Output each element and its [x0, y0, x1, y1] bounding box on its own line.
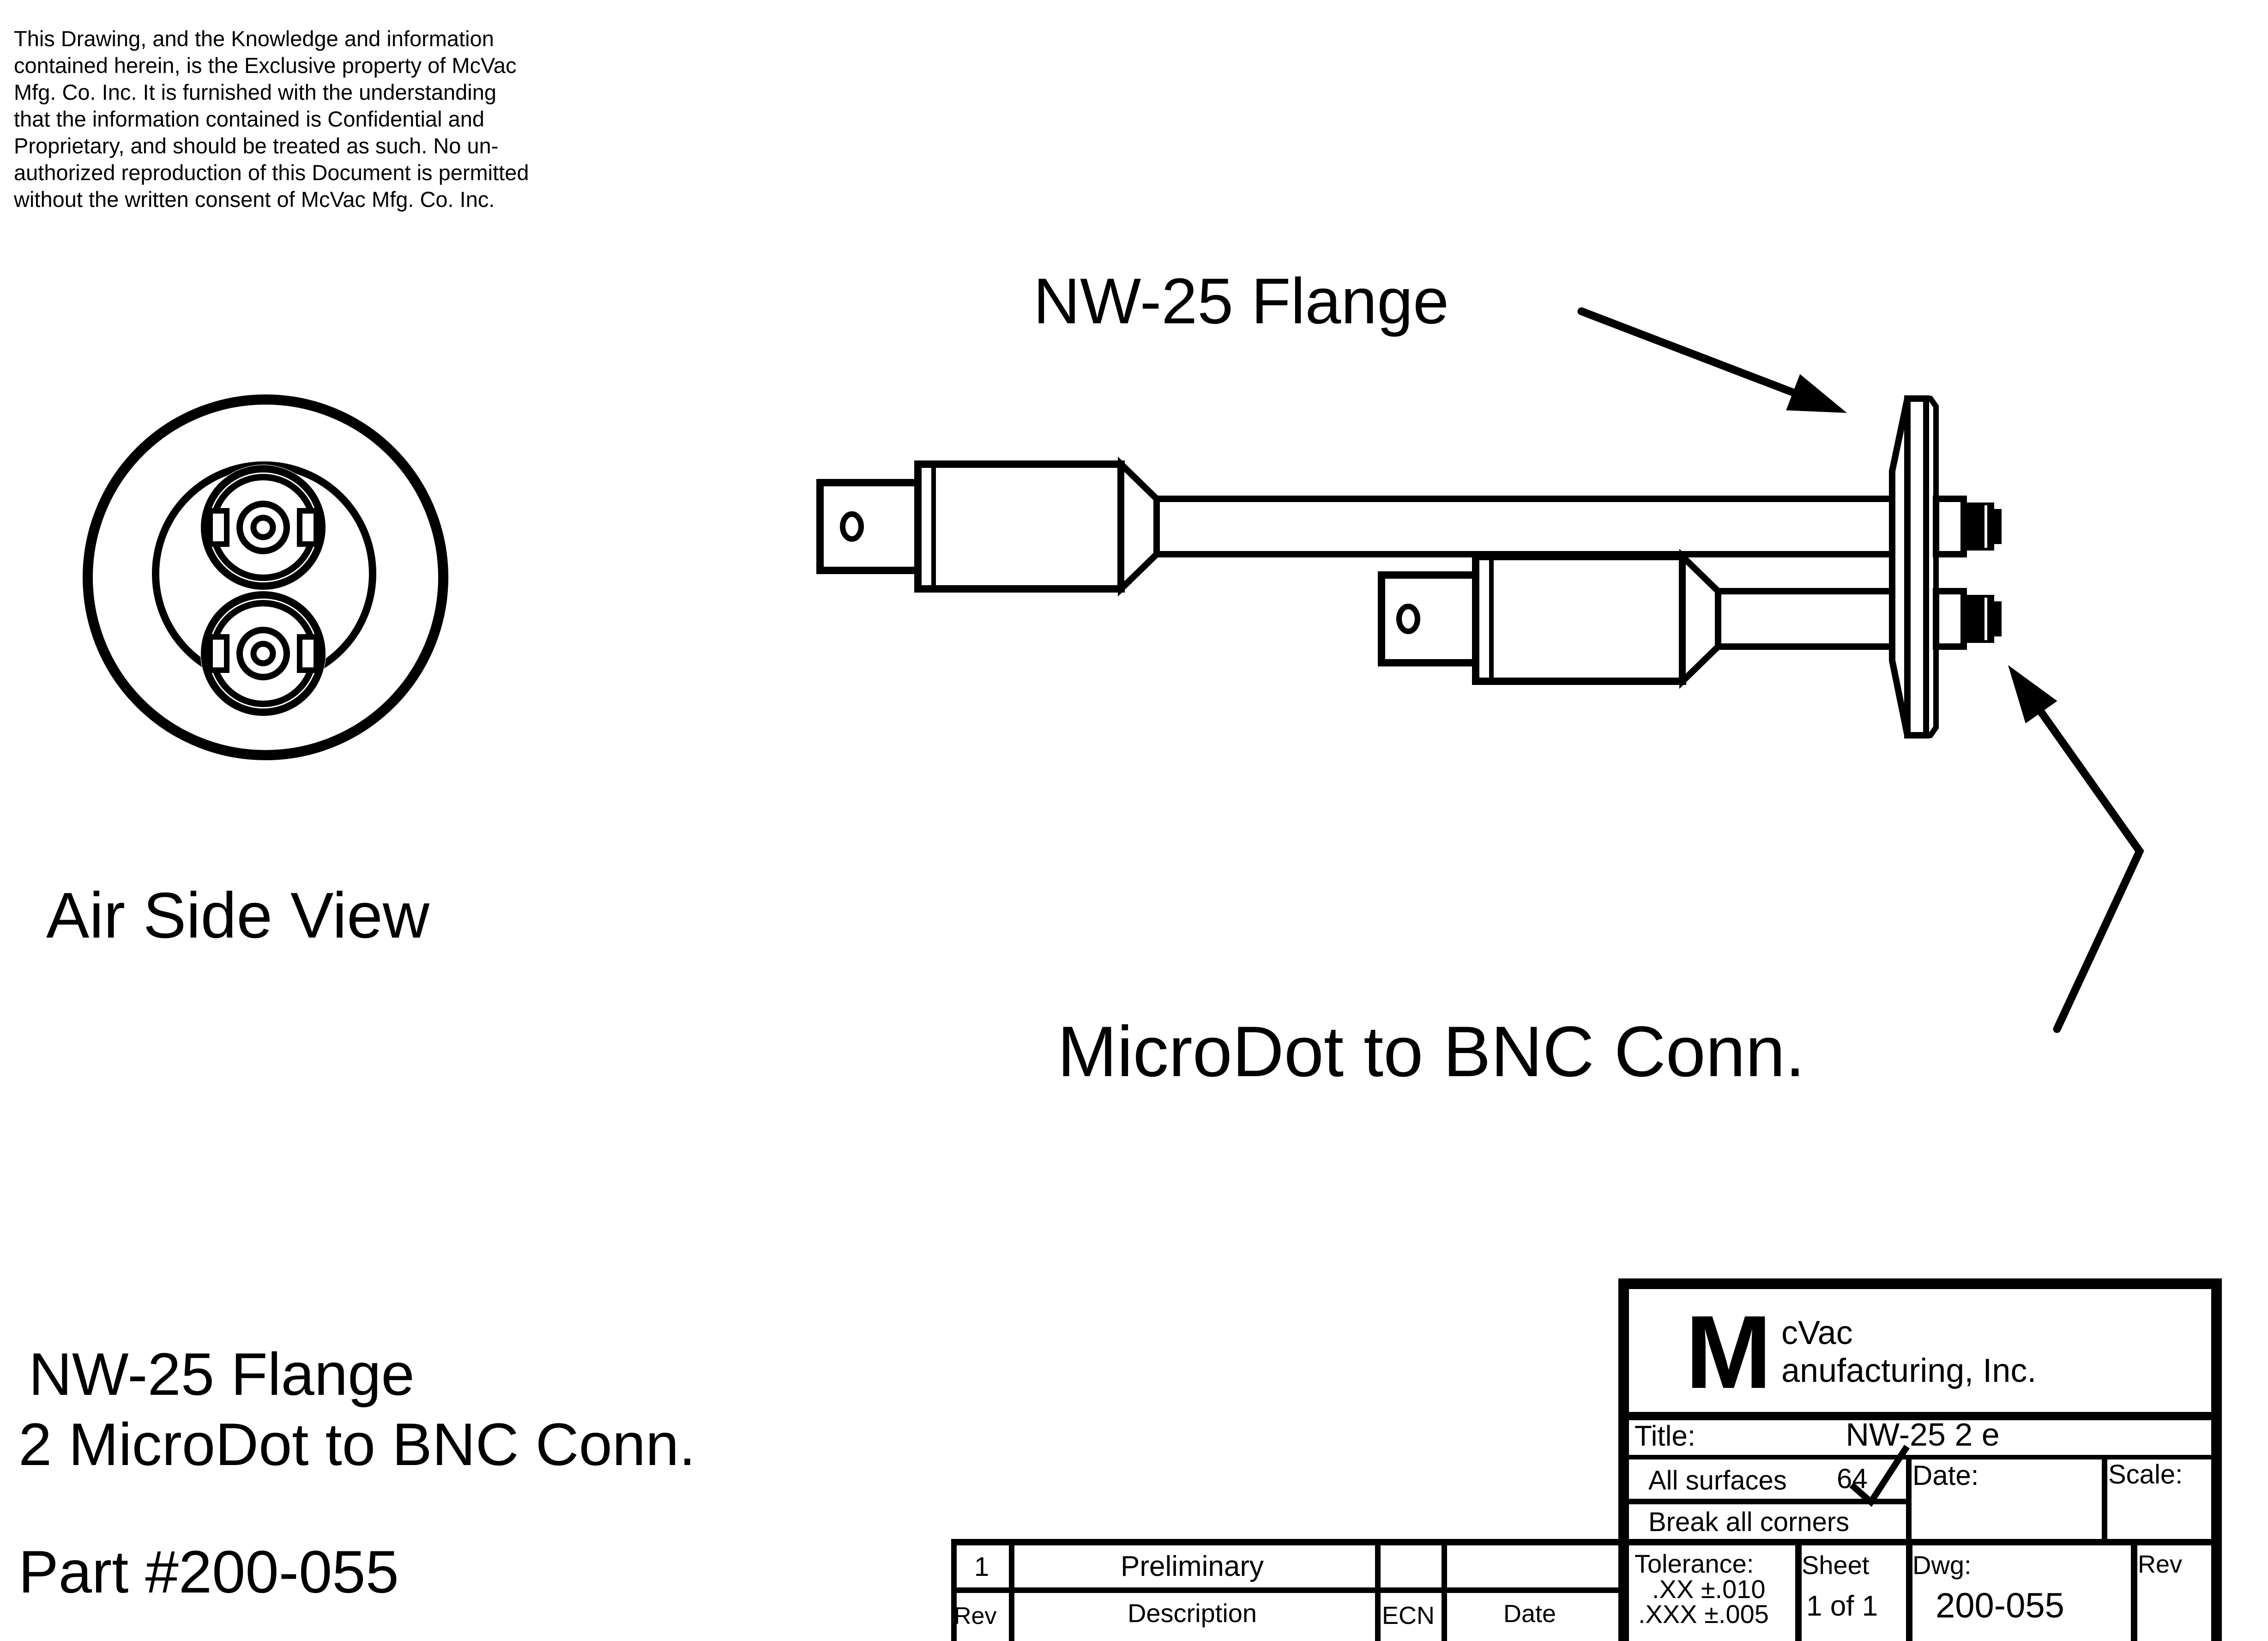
tolerance-label: Tolerance:	[1635, 1549, 1754, 1578]
bottom-vline-1	[1795, 1545, 1802, 1641]
rev-table-vline	[1442, 1539, 1447, 1641]
surface-finish-value: 64	[1837, 1463, 1868, 1494]
feedthrough-tip	[1994, 601, 2002, 636]
logo-line1: cVac	[1781, 1314, 1853, 1351]
date-label: Date:	[1912, 1460, 1979, 1491]
bottom-vline-3	[2131, 1545, 2137, 1641]
part-title-block	[18, 1340, 696, 1605]
surface-note: All surfaces	[1648, 1465, 1787, 1496]
dwg-value: 200-055	[1936, 1586, 2064, 1625]
feedthrough-tube	[1718, 591, 1892, 647]
tolerance-xxx: .XXX ±.005	[1638, 1599, 1769, 1629]
rev-table-row-divider	[951, 1587, 1620, 1593]
logo-initial: M	[1685, 1294, 1772, 1410]
side-view-drawing	[820, 399, 2002, 735]
bnc-assembly-lower	[1381, 557, 1892, 681]
microdot-feedthrough-lower	[1936, 591, 2002, 647]
disclaimer-line: authorized reproduction of this Document is permitted	[14, 160, 529, 185]
flange-pointer-label: NW-25 Flange	[1033, 265, 1449, 337]
flange-disc	[1907, 399, 1926, 735]
feedthrough-collar	[1936, 499, 1964, 554]
leader-line	[2040, 710, 2140, 1029]
bnc-bayonet-tab-left	[210, 637, 227, 670]
rev-table-vline	[1009, 1539, 1014, 1641]
bnc-plug-hole	[1399, 606, 1418, 631]
arrowhead	[1992, 654, 2057, 724]
feedthrough-tube	[1157, 499, 1892, 554]
bnc-body	[1476, 557, 1683, 681]
disclaimer-line: This Drawing, and the Knowledge and information	[14, 26, 494, 51]
tolerance-xx: .XX ±.010	[1652, 1574, 1766, 1604]
flange-lip	[1926, 399, 1936, 735]
bnc-bayonet-tab-right	[300, 637, 316, 670]
disclaimer-block	[13, 26, 529, 212]
feedthrough-stud	[1964, 503, 1994, 551]
leader-line	[1581, 311, 1803, 396]
bnc-taper	[1121, 464, 1157, 589]
disclaimer-line: Mfg. Co. Inc. It is furnished with the understanding	[14, 80, 496, 104]
flange-side-view	[1892, 399, 1936, 735]
dwg-label: Dwg:	[1912, 1550, 1972, 1580]
title-block-border-left	[1618, 1278, 1629, 1641]
logo-line2: anufacturing, Inc.	[1781, 1352, 2037, 1389]
feedthrough-collar	[1936, 591, 1964, 647]
microdot-leader-arrow	[1992, 654, 2140, 1029]
notes-vline-1	[1906, 1459, 1912, 1539]
rev-label: Rev	[2138, 1550, 2183, 1578]
rev-table-vline	[1375, 1539, 1381, 1641]
title-block-border-top	[1618, 1278, 2222, 1289]
bottom-vline-2	[1906, 1545, 1912, 1641]
corner-note: Break all corners	[1648, 1507, 1850, 1537]
flange-leader-arrow	[1581, 311, 1854, 431]
title-block	[1618, 1278, 2222, 1641]
part-number: Part #200-055	[18, 1538, 399, 1605]
title-block-border-right	[2211, 1278, 2222, 1641]
rev-header-description: Description	[1127, 1599, 1257, 1628]
rev-row-description: Preliminary	[1120, 1550, 1264, 1582]
revision-table	[951, 1539, 1620, 1641]
air-side-view-label: Air Side View	[46, 879, 430, 951]
sheet-value: 1 of 1	[1806, 1590, 1878, 1622]
air-side-view-drawing	[88, 400, 443, 755]
disclaimer-line: contained herein, is the Exclusive property of McVac	[14, 53, 517, 78]
microdot-feedthrough-upper	[1936, 499, 2002, 554]
scale-label: Scale:	[2108, 1459, 2183, 1490]
notes-vline-2	[2102, 1459, 2107, 1539]
disclaimer-line: Proprietary, and should be treated as such. No un-	[14, 133, 499, 158]
disclaimer-line: without the written consent of McVac Mfg. Co. Inc.	[14, 187, 495, 212]
bnc-plug-end	[820, 483, 918, 570]
feedthrough-tip	[1994, 509, 2002, 544]
bnc-bayonet-tab-right	[300, 511, 316, 544]
title-label: Title:	[1635, 1420, 1696, 1452]
microdot-pointer-label: MicroDot to BNC Conn.	[1057, 1011, 1805, 1091]
part-title-line1: NW-25 Flange	[29, 1340, 415, 1408]
company-logo	[1685, 1294, 2036, 1410]
rev-header-rev: Rev	[954, 1603, 997, 1629]
rev-header-date: Date	[1503, 1600, 1556, 1628]
bnc-plug-hole	[843, 514, 861, 539]
bnc-front-bottom	[200, 591, 326, 716]
rev-row-number: 1	[974, 1552, 989, 1582]
arrowhead	[1786, 374, 1854, 431]
notes-bottom-bar	[1629, 1539, 2211, 1545]
bnc-bayonet-tab-left	[210, 511, 227, 544]
part-title-line2: 2 MicroDot to BNC Conn.	[18, 1411, 696, 1478]
rev-header-ecn: ECN	[1381, 1602, 1435, 1629]
title-row-divider	[1629, 1455, 2211, 1459]
feedthrough-stud	[1964, 595, 1994, 643]
bnc-plug-end	[1381, 575, 1476, 663]
bnc-assembly-upper	[820, 464, 1892, 589]
bnc-front-top	[200, 465, 326, 590]
bnc-body	[918, 464, 1121, 589]
bnc-taper	[1683, 557, 1718, 681]
disclaimer-line: that the information contained is Confidential and	[14, 107, 484, 131]
title-value: NW-25 2 e	[1846, 1417, 2000, 1453]
sheet-label: Sheet	[1802, 1550, 1870, 1580]
rev-table-top-border	[951, 1539, 1620, 1545]
